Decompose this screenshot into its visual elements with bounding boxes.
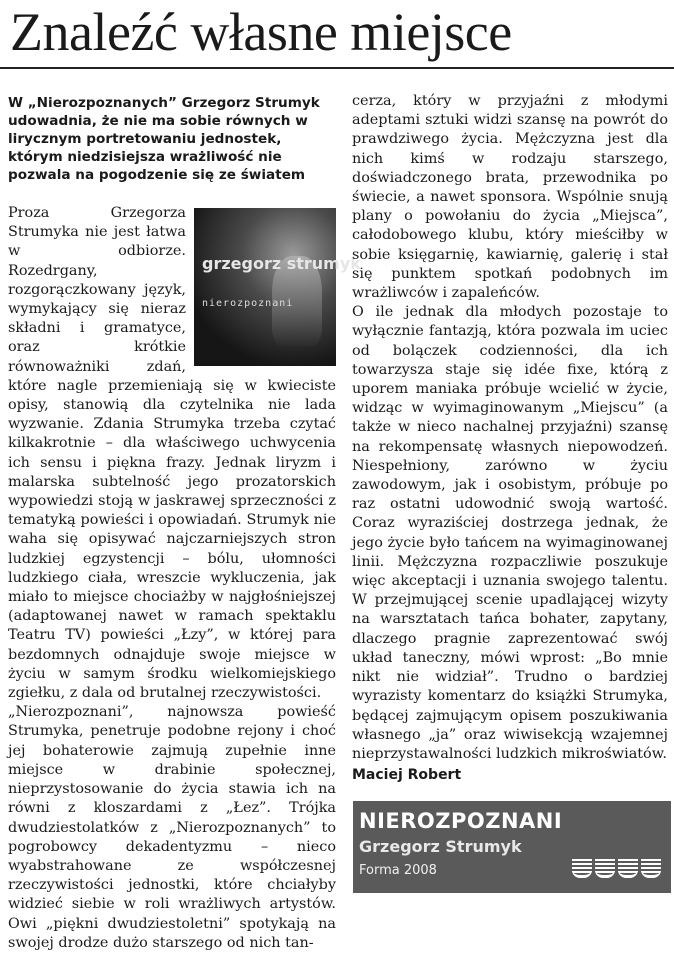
coffee-cup-icon <box>618 859 638 878</box>
book-author: Grzegorz Strumyk <box>359 837 522 856</box>
coffee-cup-icon <box>595 859 615 878</box>
coffee-cup-icon <box>641 859 661 878</box>
article-lead: W „Nierozpoznanych” Grzegorz Strumyk udowadnia, że nie ma sobie równych w lirycznym portretowaniu jednostek, którym niedzisiejsza wrażliwość nie pozwala na pogodzenie się ze światem <box>8 95 320 183</box>
body-paragraph: „Nierozpoznani”, najnowsza powieść Strumyka, penetruje podobne rejony i choć jej bohaterowie zajmują zupełnie inne miejsce w drabinie społecznej, nieprzystosowanie do życia stawia ich na równi z kloszardami z „Łez”. Trójka dwudziestolatków z „Nierozpoznanych” to pogrobowcy dekadentyzmu – nieco wyabstrahowane ze współczesnej rzeczywistości jednostki, które chciałyby widzieć siebie w roli wrażliwych artystów. Owi „piękni dwudziestoletni” spotykają na swojej drodze dużo starszego od nich tan- <box>8 704 336 951</box>
book-cover-image <box>194 208 361 366</box>
right-column <box>352 92 668 785</box>
body-paragraph: O ile jednak dla młodych pozostaje to wyłącznie fantazją, która pozwala im uciec od bolączek codzienności, dla ich towarzysza staje się idée fixe, którą z uporem maniaka próbuje wcielić w życie, widząc w wyimaginowanym „Miejscu” (a także w nieco nachalnej przyjaźni) szansę na rekompensatę własnych niepowodzeń. Niespełniony, zarówno w życiu zawodowym, jak i osobistym, próbuje po raz ostatni udowodnić swoją wartość. Coraz wyraziściej dostrzega jednak, że jego życie było tańcem na wyimaginowanej linii. Mężczyzna rozpaczliwie poszukuje więc akceptacji i uznania swojego talentu. W przejmującej scenie upadlającej wizyty na warsztatach tańca bohater, zapytany, dlaczego pragnie zaprezentować swój układ taneczny, mówi wprost: „Bo mnie nikt nie widział”. Trudno o bardziej wyrazisty komentarz do książki Strumyka, będącej zajmującym opisem poszukiwania własnego „ja” oraz wiwisekcją wzajemnej nieprzystawalności ludzkich mikroświatów. <box>352 304 668 762</box>
headline-rule <box>0 67 674 69</box>
body-paragraph: cerza, który w przyjaźni z młodymi adeptami sztuki widzi szansę na powrót do prawdziwego życia. Mężczyzna jest dla nich kimś w rodzaju starszego, doświadczonego brata, przewodnika po świecie, a nawet sponsora. Wspólnie snują plany o powołaniu do życia „Miejsca”, całodobowego klubu, który mieściłby w sobie księgarnię, kawiarnię, galerię i stał się punktem spotkań podobnych im wrażliwców i zapaleńców. <box>352 93 668 302</box>
book-title: NIEROZPOZNANI <box>359 809 563 833</box>
book-publisher: Forma 2008 <box>359 863 437 878</box>
body-paragraph: Proza Grzegorza Strumyka nie jest łatwa w odbiorze. Rozedrgany, rozgorączkowany język, wymykający się nieraz składni i gramatyce, oraz krótkie równoważniki zdań, które nagle przemieniają się w kwieciste opisy, stanowią dla czytelnika nie lada wyzwanie. Zdania Strumyka trzeba czytać kilkakrotnie – dla właściwego uchwycenia ich sensu i piękna frazy. Jednak liryzm i malarska subtelność jego prozatorskich wypowiedzi stoją w jaskrawej sprzeczności z tematyką powieści i opowiadań. Strumyk nie waha się opisywać najczarniejszych stron ludzkiej egzystencji – bólu, ułomności ludzkiego ciała, wreszcie wykluczenia, jak miało to miejsce chociażby w najgłośniejszej (adaptowanej nawet w ramach spektaklu Teatru TV) powieści „Łzy”, w której para bezdomnych odnajduje swoje miejsce w życiu w samym środku wielkomiejskiego zgiełku, z dala od brutalnej rzeczywistości. <box>8 205 336 702</box>
rating-icons <box>572 859 661 878</box>
coffee-cup-icon <box>572 859 592 878</box>
book-info-box <box>353 801 671 893</box>
left-column <box>8 94 361 953</box>
article-headline: Znaleźć własne miejsce <box>10 2 512 62</box>
author-byline: Maciej Robert <box>352 767 462 784</box>
cover-author-text: grzegorz strumyk <box>202 254 361 273</box>
cover-title-text: nierozpoznani <box>202 298 294 309</box>
